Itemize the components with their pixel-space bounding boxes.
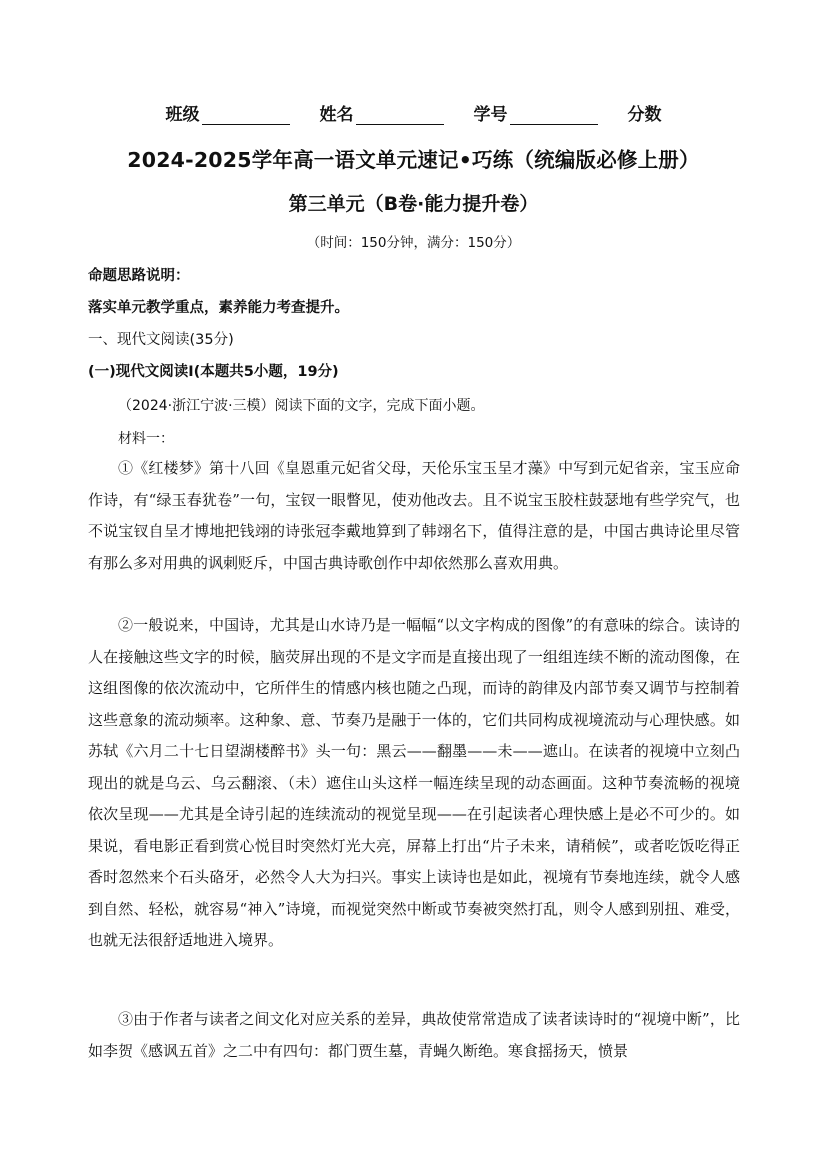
subsection-heading: (一)现代文阅读Ⅰ(本题共5小题，19分) bbox=[88, 364, 339, 380]
source-line: （2024·浙江宁波·三模）阅读下面的文字，完成下面小题。 bbox=[118, 398, 485, 414]
student-info-line bbox=[0, 100, 827, 125]
time-info: （时间：150分钟，满分：150分） bbox=[306, 235, 521, 251]
name-field bbox=[320, 100, 444, 125]
design-heading: 命题思路说明： bbox=[88, 268, 190, 284]
class-field bbox=[166, 100, 290, 125]
id-blank bbox=[510, 106, 598, 125]
score-field bbox=[628, 100, 662, 125]
paragraph-2: ②一般说来，中国诗，尤其是山水诗乃是一幅幅“以文字构成的图像”的有意味的综合。读诗的人在接触这些文字的时候，脑荧屏出现的不是文字而是直接出现了一组组连续不断的流动图像，在这组图像的依次流动中，它所伴生的情感内核也随之凸现，而诗的韵律及内部节奏又调节与控制着这些意象的流动频率。这种象、意、节奏乃是融于一体的，它们共同构成视境流动与心理快感。如苏轼《六月二十七日望湖楼醉书》头一句：黑云——翻墨——未——遮山。在读者的视境中立刻凸现出的就是乌云、乌云翻滚、（未）遮住山头这样一幅连续呈现的动态画面。这种节奏流畅的视境依次呈现——尤其是全诗引起的连续流动的视觉呈现——在引起读者心理快感上是必不可少的。如果说，看电影正看到赏心悦目时突然灯光大亮，屏幕上打出“片子未来，请稍候”，或者吃饭吃得正香时忽然来个石头硌牙，必然令人大为扫兴。事实上读诗也是如此，视境有节奏地连续，就令人感到自然、轻松，就容易“神入”诗境，而视觉突然中断或节奏被突然打乱，则令人感到别扭、难受，也就无法很舒适地进入境界。 bbox=[88, 616, 740, 949]
id-label: 学号 bbox=[473, 105, 508, 125]
class-label: 班级 bbox=[165, 105, 200, 125]
id-field bbox=[474, 100, 598, 125]
material-label: 材料一： bbox=[118, 431, 174, 447]
section-heading: 一、现代文阅读(35分) bbox=[88, 332, 234, 348]
class-blank bbox=[202, 106, 290, 125]
document-subtitle: 第三单元（B卷·能力提升卷） bbox=[288, 193, 539, 215]
name-label: 姓名 bbox=[319, 105, 354, 125]
design-text: 落实单元教学重点，素养能力考查提升。 bbox=[88, 300, 349, 316]
name-blank bbox=[356, 106, 444, 125]
paragraph-3: ③由于作者与读者之间文化对应关系的差异，典故使常常造成了读者读诗时的“视境中断”，比如李贺《感讽五首》之二中有四句：都门贾生墓，青蝇久断绝。寒食摇扬天，愤景 bbox=[88, 1010, 740, 1060]
score-label: 分数 bbox=[627, 105, 662, 125]
paragraph-1: ①《红楼梦》第十八回《皇恩重元妃省父母，天伦乐宝玉呈才藻》中写到元妃省亲，宝玉应命作诗，有“绿玉春犹卷”一句，宝钗一眼瞥见，使劝他改去。且不说宝玉胶柱鼓瑟地有些学究气，也不说宝钗自呈才博地把钱翊的诗张冠李戴地算到了韩翊名下，值得注意的是，中国古典诗论里尽管有那么多对用典的讽刺贬斥，中国古典诗歌创作中却依然那么喜欢用典。 bbox=[88, 459, 740, 572]
document-title: 2024-2025学年高一语文单元速记•巧练（统编版必修上册） bbox=[127, 148, 700, 172]
